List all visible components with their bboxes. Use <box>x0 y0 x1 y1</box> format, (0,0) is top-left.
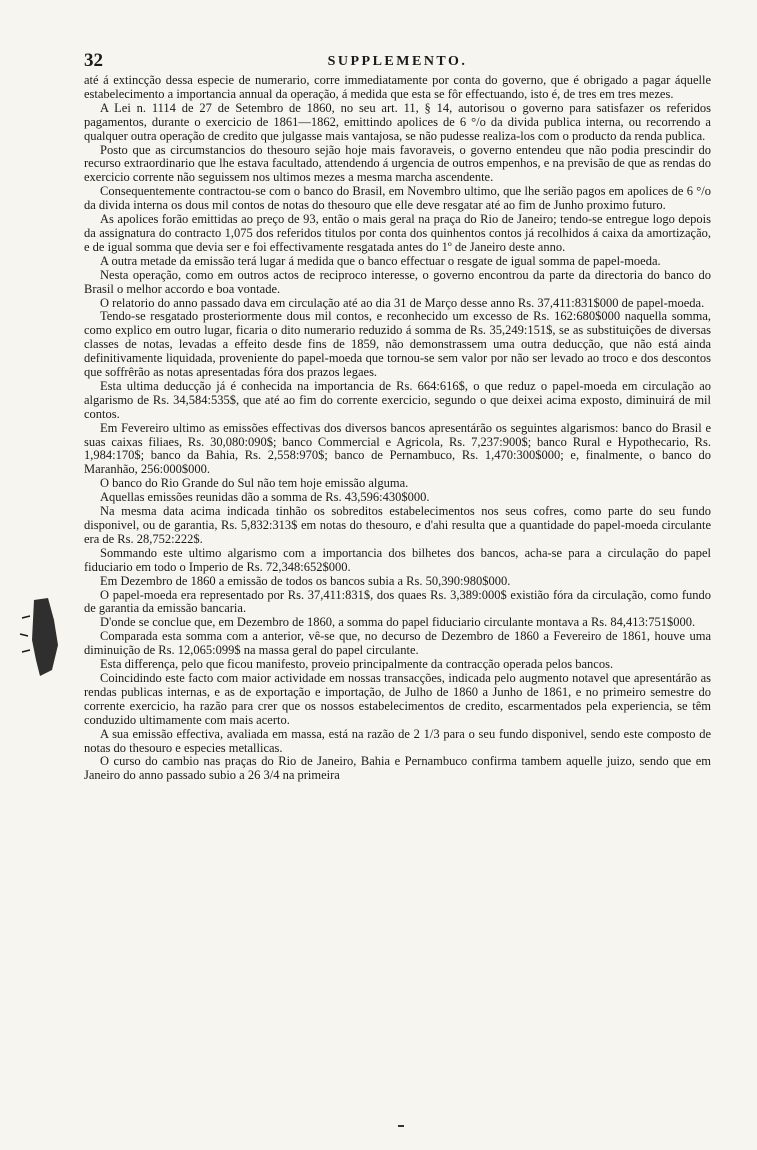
paragraph: Esta ultima deducção já é conhecida na importancia de Rs. 664:616$, o que reduz o papel-moeda em circulação ao algarismo de Rs. 34,584:535$, que até ao fim do corrente exercicio, segundo o que deixei acima exposto, diminuirá de mil contos. <box>84 378 711 421</box>
paragraph: Tendo-se resgatado prosteriormente dous mil contos, e reconhecido um excesso de Rs. 162:680$000 naquella somma, como explico em outro lugar, ficaria o dito numerario reduzido á somma de Rs. 35,249:151$, se as substituições de diversas classes de notas, levadas a effeito desde fins de 1859, não demonstrassem uma outra deducção, que não está ainda definitivamente liquidada, proveniente do papel-moeda que tornou-se sem valor por não ser levado ao troco e dos descontos que soffrêrão as notas apresentadas fóra dos prazos legaes. <box>84 309 711 380</box>
paragraph: D'onde se conclue que, em Dezembro de 1860, a somma do papel fiduciario circulante montava a Rs. 84,413:751$000. <box>100 615 696 630</box>
paragraph: Coincidindo este facto com maior actividade em nossas transacções, indicada pelo augmento notavel que apresentárão as rendas publicas internas, e as de exportação e importação, de Julho de 1860 a Junho de 1861, e no primeiro semestre do corrente exercicio, ha razão para crer que os nossos estabelecimentos de credito, escarmentados pela experiencia, se têm conduzido ultimamente com mais acerto. <box>84 670 711 727</box>
running-title: SUPPLEMENTO. <box>327 54 468 69</box>
paragraph: A outra metade da emissão terá lugar á medida que o banco effectuar o resgate de igual somma de papel-moeda. <box>100 253 661 268</box>
paragraph: Na mesma data acima indicada tinhão os sobreditos estabelecimentos nos seus cofres, como parte do seu fundo disponivel, ou de garantia, Rs. 5,832:313$ em notas do thesouro, e d'ahi resulta que a quantidade do papel-moeda circulante era de Rs. 28,752:222$. <box>84 504 711 546</box>
paragraph: Posto que as circumstancios do thesouro sejão hoje mais favoraveis, o governo entendeu que não podia prescindir do recurso extraordinario que lhe estava facultado, attendendo á urgencia de outros empenhos, e na previsão de que as rendas do exercicio corrente não seguissem nos ultimos mezes a mesma marcha ascendente. <box>84 142 711 185</box>
page-number: 32 <box>84 50 103 71</box>
page-header <box>84 50 711 74</box>
body-text <box>84 74 711 783</box>
footer-mark <box>398 1125 404 1127</box>
paragraph: Aquellas emissões reunidas dão a somma de Rs. 43,596:430$000. <box>100 490 430 505</box>
ink-blot-mark <box>14 590 62 680</box>
paragraph: até á extincção dessa especie de numerario, corre immediatamente por conta do governo, que é obrigado a pagar áquelle estabelecimento a importancia annual da operação, á medida que esta se fôr effectuando, isto é, de tres em tres mezes. <box>84 73 711 101</box>
paragraph: O relatorio do anno passado dava em circulação até ao dia 31 de Março desse anno Rs. 37,411:831$000 de papel-moeda. <box>100 295 705 310</box>
paragraph: Em Dezembro de 1860 a emissão de todos os bancos subia a Rs. 50,390:980$000. <box>100 573 511 588</box>
paragraph: Em Fevereiro ultimo as emissões effectivas dos diversos bancos apresentárão os seguintes algarismos: banco do Brasil e suas caixas filiaes, Rs. 30,080:090$; banco Commercial e Agricola, Rs. 7,237:900$; banco Rural e Hypothecario, Rs. 1,984:170$; banco da Bahia, Rs. 2,558:970$; banco de Pernambuco, Rs. 1,470:300$000; e, finalmente, o banco do Maranhão, 256:000$000. <box>84 420 711 477</box>
paragraph: Consequentemente contractou-se com o banco do Brasil, em Novembro ultimo, que lhe serião pagos em apolices de 6 °/o da divida interna os dous mil contos de notas do thesouro que elle deve resgatar até ao fim de Junho proximo futuro. <box>84 184 711 213</box>
paragraph: Esta differença, pelo que ficou manifesto, proveio principalmente da contracção operada pelos bancos. <box>100 657 614 672</box>
page <box>84 50 711 783</box>
paragraph: A Lei n. 1114 de 27 de Setembro de 1860, no seu art. 11, § 14, autorisou o governo para satisfazer os referidos pagamentos, durante o exercicio de 1861—1862, emittindo apolices de 6 °/o da divida publica interna, ou recorrendo a qualquer outra operação de credito que julgasse mais vantajosa, se não pudesse realiza-los com o producto da renda publica. <box>84 100 711 143</box>
paragraph: Nesta operação, como em outros actos de reciproco interesse, o governo encontrou da parte da directoria do banco do Brasil o melhor accordo e boa vontade. <box>84 267 711 296</box>
paragraph: O papel-moeda era representado por Rs. 37,411:831$, dos quaes Rs. 3,389:000$ existião fóra da circulação, como fundo de garantia da emissão bancaria. <box>84 587 711 616</box>
paragraph: As apolices forão emittidas ao preço de 93, então o mais geral na praça do Rio de Janeiro; tendo-se entregue logo depois da assignatura do contracto 1,075 dos referidos titulos por conta dos quinhentos contos já recolhidos á caixa da amortização, e de igual somma que devia ser e foi effectivamente resgatada antes do 1º de Janeiro deste anno. <box>84 212 711 254</box>
paragraph: O banco do Rio Grande do Sul não tem hoje emissão alguma. <box>100 476 409 491</box>
paragraph: O curso do cambio nas praças do Rio de Janeiro, Bahia e Pernambuco confirma tambem aquelle juizo, sendo que em Janeiro do anno passado subio a 26 3/4 na primeira <box>84 754 711 783</box>
paragraph: Sommando este ultimo algarismo com a importancia dos bilhetes dos bancos, acha-se para a circulação do papel fiduciario em todo o Imperio de Rs. 72,348:652$000. <box>84 545 711 574</box>
paragraph: Comparada esta somma com a anterior, vê-se que, no decurso de Dezembro de 1860 a Fevereiro de 1861, houve uma diminuição de Rs. 12,065:099$ na massa geral do papel circulante. <box>84 629 711 658</box>
paragraph: A sua emissão effectiva, avaliada em massa, está na razão de 2 1/3 para o seu fundo disponivel, sendo este composto de notas do thesouro e especies metallicas. <box>84 726 711 755</box>
